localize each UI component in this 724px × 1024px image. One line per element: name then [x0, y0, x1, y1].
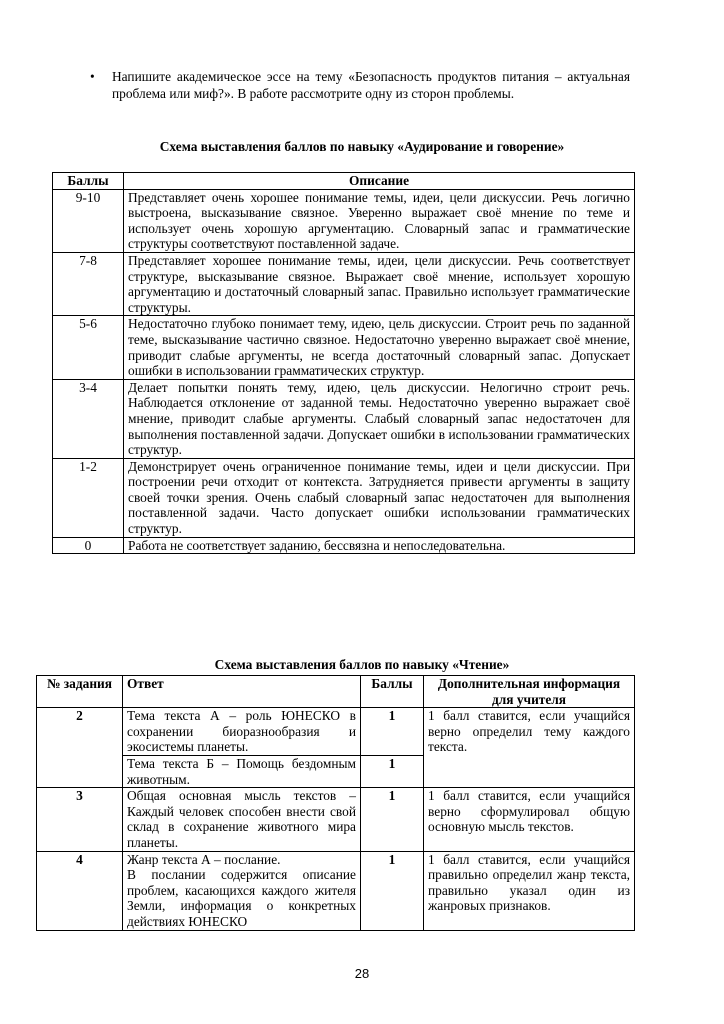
speaking-scoring-table [52, 172, 635, 554]
score-cell: 5-6 [53, 316, 124, 379]
table-row [37, 788, 635, 851]
score-cell: 1 [361, 755, 424, 787]
answer-line: Жанр текста А – послание. [127, 851, 281, 867]
table-row [53, 379, 635, 458]
description-cell: Делает попытки понять тему, идею, цель дискуссии. Нелогично строит речь. Наблюдается отклонение от заданной темы. Недостаточно уверенно выражает своё мнение, приводит слабые аргументы. Слабый словарный запас недостаточен для выполнения поставленной задачи. Допускает ошибки в использовании грамматических структур. [124, 379, 635, 458]
reading-table-title: Схема выставления баллов по навыку «Чтение» [214, 657, 510, 672]
score-cell: 0 [53, 537, 124, 554]
page-number: 28 [354, 966, 370, 981]
score-cell: 3-4 [53, 379, 124, 458]
teacher-info-cell: 1 балл ставится, если учащийся правильно определил жанр текста, правильно указал один из жанровых признаков. [424, 851, 635, 930]
column-header-score: Баллы [53, 173, 124, 190]
teacher-info-cell: 1 балл ставится, если учащийся верно сформулировал общую основную мысль текстов. [424, 788, 635, 851]
column-header-answer: Ответ [123, 676, 361, 708]
table-row [53, 316, 635, 379]
description-cell: Недостаточно глубоко понимает тему, идею, цель дискуссии. Строит речь по заданной теме, высказывание частично связное. Недостаточно уверенно выражает своё мнение, приводит слабые аргументы, не всегда достаточный словарный запас. Допускает ошибки в использовании грамматических структур. [124, 316, 635, 379]
essay-task-text: Напишите академическое эссе на тему «Безопасность продуктов питания – актуальная проблема или миф?». В работе рассмотрите одну из сторон проблемы. [112, 69, 630, 101]
description-cell: Представляет хорошее понимание темы, идеи, цели дискуссии. Речь соответствует структуре, высказывание связное. Выражает своё мнение, использует хорошую аргументацию и достаточный словарный запас. Правильно использует грамматические структуры. [124, 252, 635, 315]
column-header-info: Дополнительная информация для учителя [424, 676, 635, 708]
reading-scoring-table [36, 675, 635, 931]
score-cell: 7-8 [53, 252, 124, 315]
column-header-description: Описание [124, 173, 635, 190]
column-header-task: № задания [37, 676, 123, 708]
description-cell: Работа не соответствует заданию, бессвязна и непоследовательна. [124, 537, 635, 554]
table-row [53, 189, 635, 252]
answer-cell [123, 851, 361, 930]
score-cell: 1-2 [53, 458, 124, 537]
table-row [37, 708, 635, 756]
table-row [53, 537, 635, 554]
answer-line: В послании содержится описание проблем, касающихся каждого жителя Земли, информация о конкретных действиях ЮНЕСКО [127, 867, 356, 929]
bullet-icon: • [90, 69, 95, 84]
table-row [53, 458, 635, 537]
description-cell: Демонстрирует очень ограниченное понимание темы, идеи и цели дискуссии. При построении речи отходит от контекста. Затрудняется привести аргументы в защиту своей точки зрения. Очень слабый словарный запас недостаточен для выполнения поставленной задачи. Часто допускает ошибки использовании грамматических структур. [124, 458, 635, 537]
score-cell: 1 [361, 788, 424, 851]
table-row [53, 252, 635, 315]
score-cell: 1 [361, 851, 424, 930]
task-number-cell: 4 [37, 851, 123, 930]
answer-cell: Общая основная мысль текстов – Каждый человек способен внести свой склад в сохранение животного мира планеты. [123, 788, 361, 851]
speaking-table-title: Схема выставления баллов по навыку «Аудирование и говорение» [159, 139, 565, 154]
table-header-row [53, 173, 635, 190]
table-header-row [37, 676, 635, 708]
score-cell: 1 [361, 708, 424, 756]
description-cell: Представляет очень хорошее понимание темы, идеи, цели дискуссии. Речь логично выстроена, высказывание связное. Уверенно выражает своё мнение по теме и использует очень хорошую аргументацию. Словарный запас и грамматические структуры соответствуют поставленной задаче. [124, 189, 635, 252]
task-number-cell: 2 [37, 708, 123, 788]
column-header-score: Баллы [361, 676, 424, 708]
answer-cell: Тема текста Б – Помощь бездомным животным. [123, 755, 361, 787]
task-number-cell: 3 [37, 788, 123, 851]
answer-cell: Тема текста А – роль ЮНЕСКО в сохранении биоразнообразия и экосистемы планеты. [123, 708, 361, 756]
score-cell: 9-10 [53, 189, 124, 252]
teacher-info-cell: 1 балл ставится, если учащийся верно определил тему каждого текста. [424, 708, 635, 788]
essay-task-bullet [90, 68, 630, 102]
table-row [37, 851, 635, 930]
